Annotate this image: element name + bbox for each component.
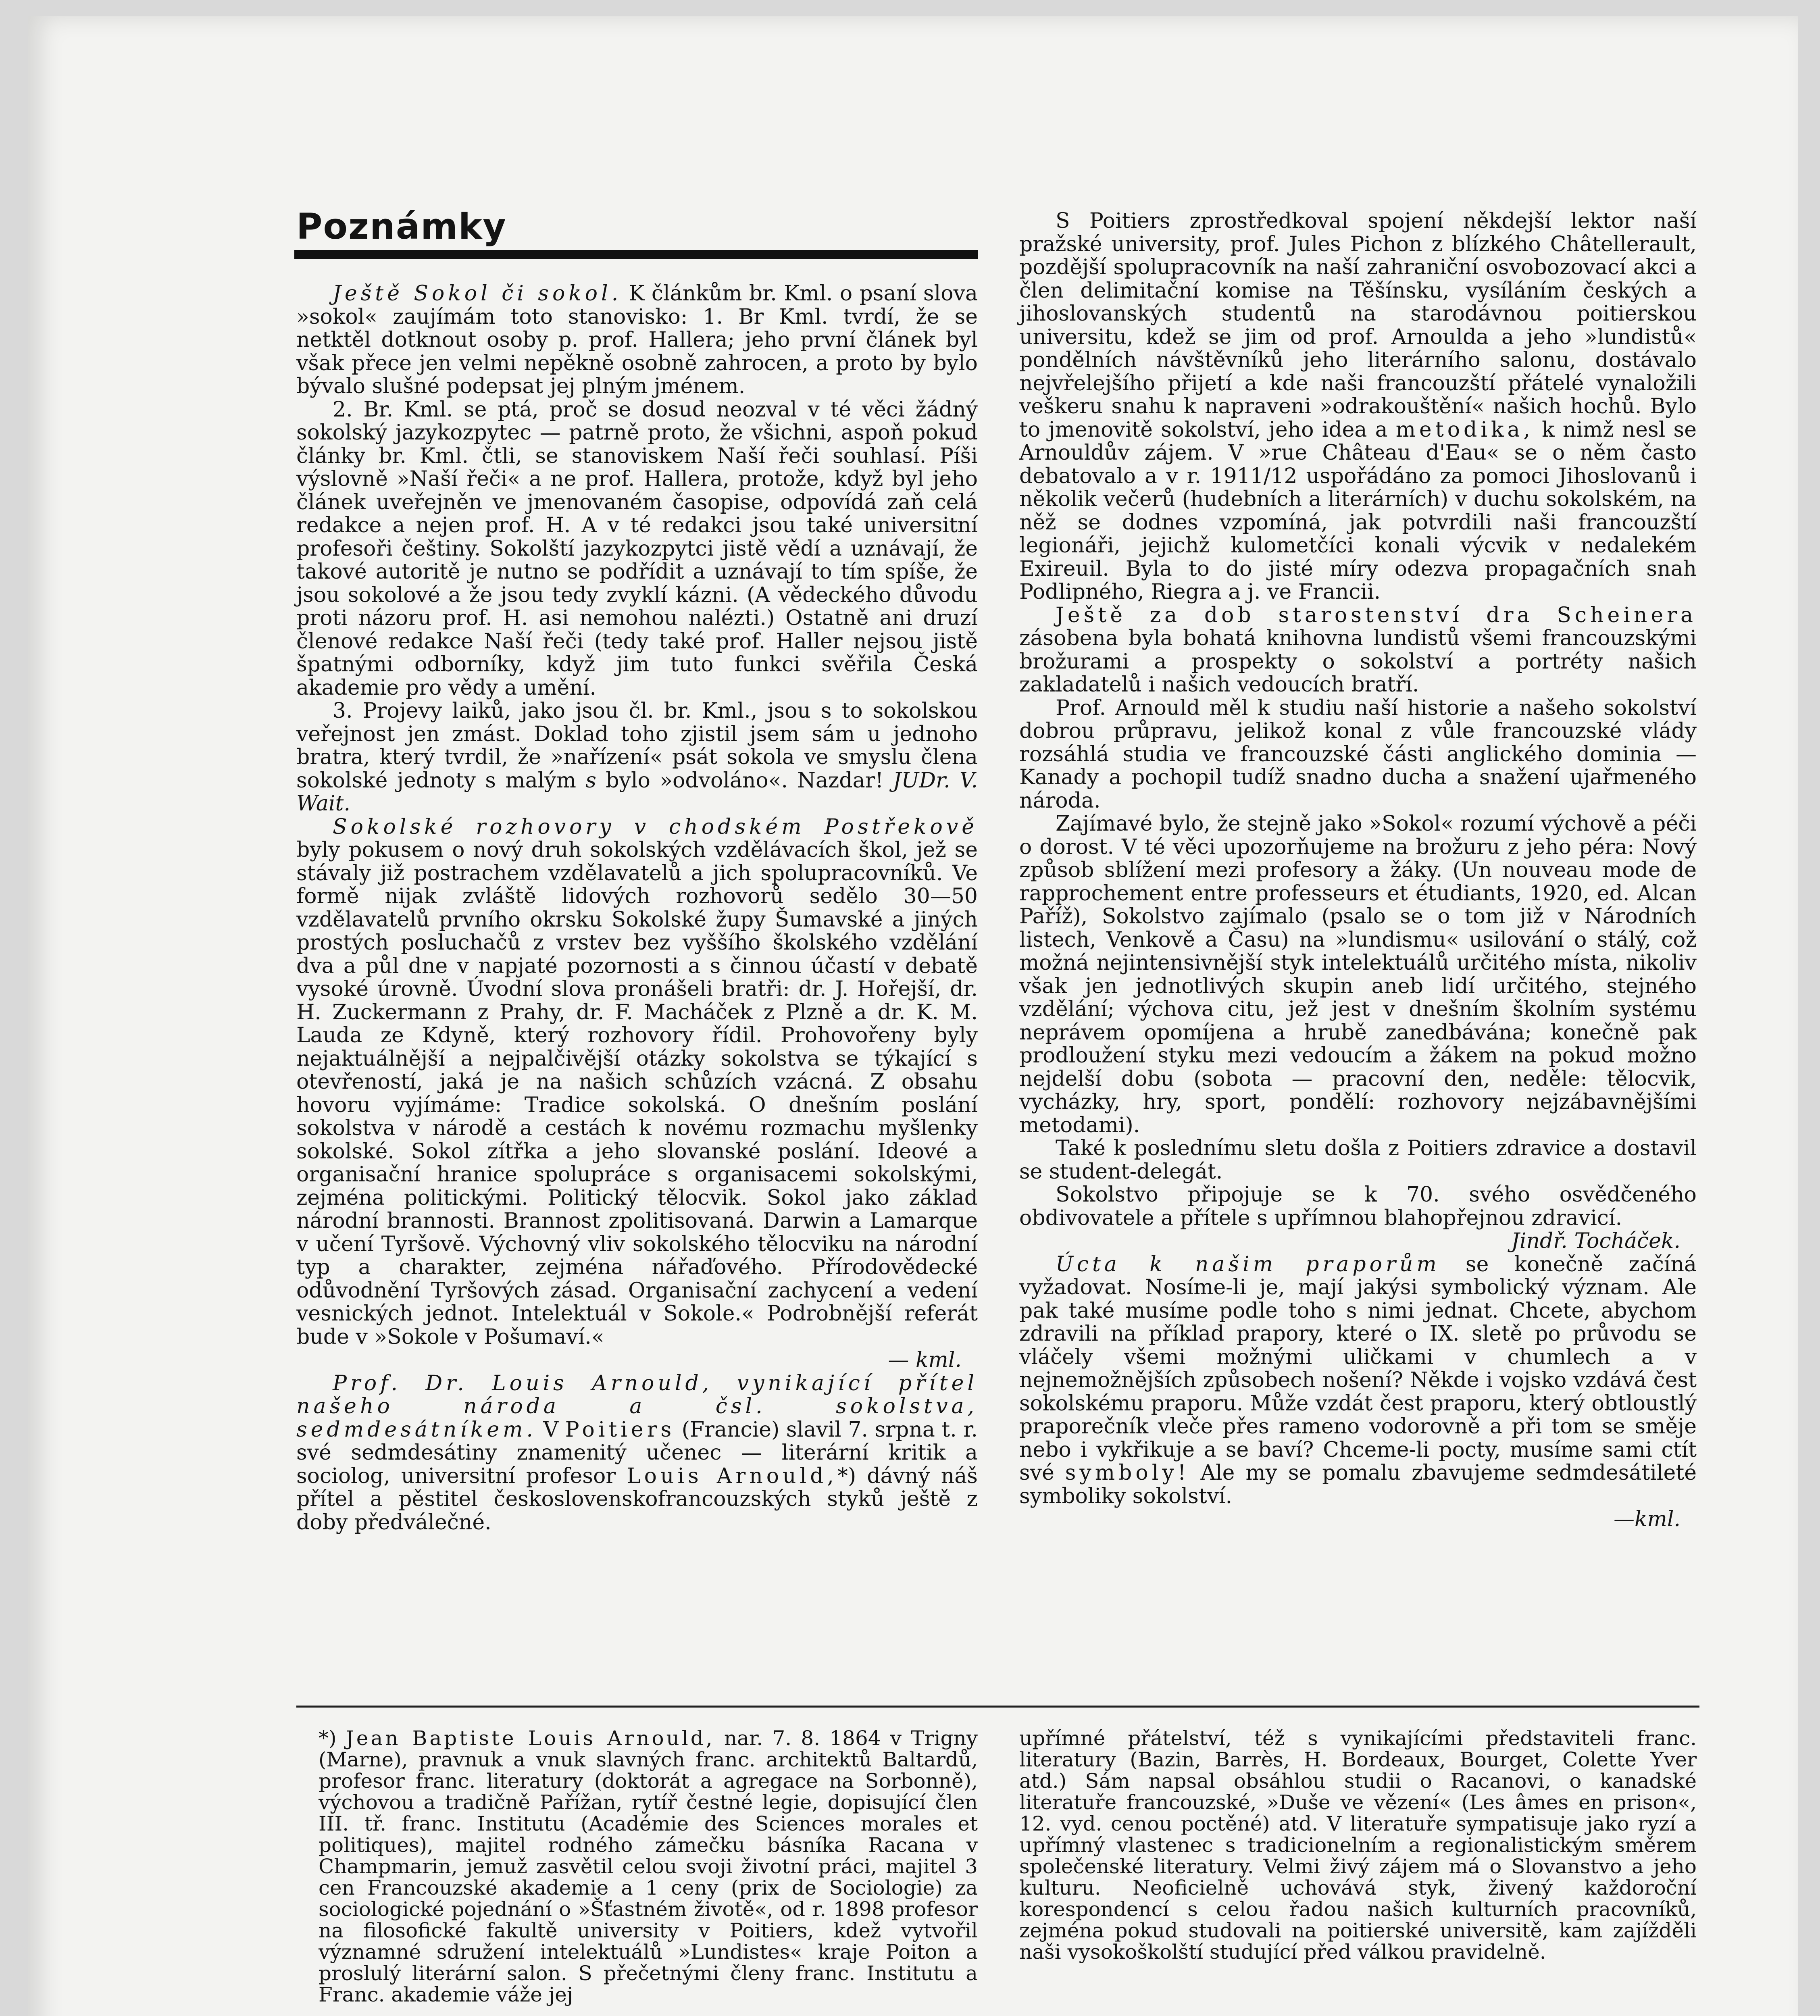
person-name: Jean Baptiste Louis Arnould,: [346, 1727, 715, 1750]
article-text: k nimž nesl se Arnouldův zájem. V »rue Château d'Eau« se o něm často debatovalo a v r. 1911/12 uspořádáno za pomoci Jihoslovanů i několik večerů (hudebních a literárních) v duchu sokolském, na něž se dodnes vzpomíná, jak potvrdili naši francouzští legionáři, jejichž kulometčíci konali výcvik v nedalekém Exireuil. Byla to do jisté míry odezva propagačních snah Podlipného, Riegra a j. ve Francii.: [1019, 417, 1697, 604]
article-text: *) dávný náš přítel a pěstitel československofrancouzských styků ještě z doby předválečné.: [296, 1464, 978, 1535]
section-heading: Poznámky: [296, 206, 507, 247]
left-column: [296, 282, 978, 1534]
footnote-text: nar. 7. 8. 1864 v Trigny (Marne), pravnuk a vnuk slavných franc. architektů Baltardů, profesor franc. literatury (doktorát a agregace na Sorbonně), výchovou a tradičně Pařížan, rytíř čestné legie, dopisující člen III. tř. franc. Institutu (Académie des Sciences morales et politiques), majitel rodného zámečku básníka Racana v Champmarin, jemuž zasvětil celou svoji životní práci, majitel 3 cen Francouzské akademie a 1 ceny (prix de Sociologie) za sociologické pojednání o »Šťastném životě«, od r. 1898 profesor na filosofické fakultě university v Poitiers, kdež vytvořil významné sdružení intelektuálů »Lundistes« kraje Poiton a proslulý literární salon. S přečetnými členy franc. Institutu a Franc. akademie váže jej: [319, 1727, 978, 2006]
article-paragraph-2: 2. Br. Kml. se ptá, proč se dosud neozval v té věci žádný sokolský jazykozpytec — patrně proto, že všichni, aspoň pokud články br. Kml. čtli, se stanoviskem Naší řeči souhlasí. Píši výslovně »Naší řeči« a ne prof. Hallera, protože, když byl jeho článek uveřejněn ve jmenovaném časopise, odpovídá zaň celá redakce a nejen prof. H. A v té redakci jsou také universitní profesoři češtiny. Sokolští jazykozpytci jistě vědí a uznávají, že takové autoritě je nutno se podřídit a uznávají to tím spíše, že jsou sokolové a že jsou tedy zvyklí kázni. (A vědeckého důvodu proti názoru prof. H. asi nemohou nalézti.) Ostatně ani druzí členové redakce Naší řeči (tedy také prof. Haller nejsou jistě špatnými odborníky, když jim tuto funkci svěřila Česká akademie pro vědy a umění.: [296, 397, 978, 700]
article-title-rozhovory: Sokolské rozhovory v chodském Postřekově: [333, 814, 978, 839]
emphasis: s: [585, 768, 596, 793]
article-paragraph-r1: [1019, 210, 1697, 604]
article-prapory: [1019, 1253, 1697, 1531]
place-name: Poitiers: [565, 1417, 675, 1442]
article-paragraph-r5: Také k poslednímu sletu došla z Poitiers zdravice a dostavil se student-delegát.: [1019, 1136, 1697, 1184]
footnote-continuation: upřímné přátelství, též s vynikajícími představiteli franc. literatury (Bazin, Barrès, H. Bordeaux, Bourget, Colette Yver atd.) Sám napsal obsáhlou studii o Racanovi, o kanadské literatuře francouzské, »Duše ve vězení« (Les âmes en prison«, 12. vyd. cenou poctěné) atd. V literatuře sympatisuje jako ryzí a upřímný vlastenec s tradicionelním a regionalistickým směrem společenské literatury. Velmi živý zájem má o Slovanstvo a jeho kulturu. Neoficielně uchovává styk, živený každoroční korespondencí s celou řadou našich kulturních pracovníků, zejména pokud studovali na poitierské universitě, kam zajížděli naši vysokoškolští studující před válkou pravidelně.: [1019, 1727, 1697, 1964]
right-column: [1019, 210, 1697, 1531]
article-title-arnould: Prof. Dr. Louis Arnould, vynikající přítel našeho národa a čsl. sokolstva, sedmdesátníkem.: [296, 1371, 978, 1442]
article-text: (Francie) slavil 7. srpna t. r. své sedmdesátiny znamenitý učenec — literární kritik a sociolog, universitní profesor: [296, 1417, 978, 1488]
article-paragraph-r2: [1019, 604, 1697, 697]
author-signature: Jindř. Tocháček.: [1511, 1229, 1680, 1253]
article-paragraph-3: [296, 700, 978, 816]
article-text: K článkům br. Kml. o psaní slova »sokol« zaujímám toto stanovisko: 1. Br Kml. tvrdí, že se netktěl dotknout osoby p. prof. Hallera; jeho první článek byl však přece jen velmi nepěkně osobně zahrocen, a proto by bylo bývalo slušné podepsat jej plným jménem.: [296, 281, 978, 398]
article-text: bylo »odvoláno«. Nazdar!: [596, 768, 893, 793]
spaced-word: metodika,: [1395, 417, 1534, 442]
article-text: S Poitiers zprostředkoval spojení někdejší lektor naší pražské university, prof. Jules Pichon z blízkého Châtellerault, pozdější spolupracovník na naší zahraniční osvobozovací akci a člen delimitační komise na Těšínsku, vysíláním českých a jihoslovanských studentů na starodávnou poitierskou universitu, kdež se jim od prof. Arnoulda a jeho »lundistů« pondělních návštěvníků jeho literárního salonu, dostávalo nejvřelejšího přijetí a kde naši francouzští přátelé vynaložili veškeru snahu k napraveni »odrakouštění« našich hochů. Bylo to jmenovitě sokolství, jeho idea a: [1019, 209, 1697, 442]
footnote-rule: [296, 1706, 1699, 1708]
page: [28, 16, 1798, 2016]
article-text: zásobena byla bohatá knihovna lundistů všemi francouzskými brožurami a prospekty o sokolství a portréty našich zakladatelů i našich vedoucích bratří.: [1019, 626, 1697, 697]
article-rozhovory: [296, 816, 978, 1372]
footnote-marker: *): [319, 1727, 346, 1750]
article-paragraph-r6: [1019, 1183, 1697, 1253]
article-text: se konečně začíná vyžadovat. Nosíme-li je, mají jakýsi symbolický význam. Ale pak také musíme podle toho s nimi jednat. Chcete, abychom zdravili na příklad prapory, které o IX. sletě po průvodu se vláčely všemi možnými uličkami v chumlech a v nejnemožnějších způsobech nošení? Někde i vojsko vzdává čest sokolskému praporu. Může vzdát čest praporu, který obtloustlý praporečník vleče přes rameno vodorovně a při tom se směje nebo i vykřikuje a se baví? Chceme-li pocty, musíme sami ctít své: [1019, 1252, 1697, 1485]
article-title-prapory: Úcta k našim praporům: [1056, 1252, 1440, 1277]
article-text: Sokolstvo připojuje se k 70. svého osvědčeného obdivovatele a přítele s upřímnou blahopřejnou zdravicí.: [1019, 1183, 1697, 1230]
article-paragraph-r4: Zajímavé bylo, že stejně jako »Sokol« rozumí výchově a péči o dorost. V té věci upozorňujeme na brožuru z jeho péra: Nový způsob sblížení mezi profesory a žáky. (Un nouveau mode de rapprochement entre professeurs et étudiants, 1920, ed. Alcan Paříž), Sokolstvo zajímalo (psalo se o tom již v Národních listech, Venkově a Času) na »lundismu« usilování o stálý, což možná nejintensivnější styk intelektuálů určitého místa, nikoliv však jen jednotlivých skupin aneb lidí určitého, stejného vzdělání; výchova citu, jež jest v dnešním školním systému neprávem opomíjena a hrubě zanedbávána; konečně pak prodloužení styku mezi vedoucím a žákem na pokud možno nejdelší dobu (sobota — pracovní den, neděle: tělocvik, vycházky, hry, sport, pondělí: rozhovory nejzábavnějšími metodami).: [1019, 812, 1697, 1137]
author-signature: — kml.: [888, 1348, 962, 1372]
article-title-sokol: Ještě Sokol či sokol.: [333, 281, 622, 306]
footnote-right: [1019, 1728, 1697, 1963]
heading-rule: [294, 250, 978, 259]
article-arnould: [296, 1372, 978, 1535]
article-paragraph-r3: Prof. Arnould měl k studiu naší historie a našeho sokolství dobrou průpravu, jelikož konal z vůle francouzské vlády rozsáhlá studia ve francouzské části anglického dominia — Kanady a pochopil tudíž snadno ducha a snažení ujařmeného národa.: [1019, 696, 1697, 813]
article-text: Ale my se pomalu zbavujeme sedmdesátileté symboliky sokolství.: [1019, 1461, 1697, 1508]
author-signature: —kml.: [1614, 1507, 1680, 1531]
article-text: V: [536, 1417, 565, 1442]
author-signature: JUDr. V. Wait.: [296, 768, 978, 816]
article-text: byly pokusem o nový druh sokolských vzdělávacích škol, jež se stávaly již postrachem vzdělavatelů a jich spolupracovníků. Ve formě nijak zvláště lidových rozhovorů sedělo 30—50 vzdělavatelů prvního okrsku Sokolské župy Šumavské a jiných prostých posluchačů z vrstev bez vyššího školského vzdělání dva a půl dne v napjaté pozornosti a s činnou účastí v debatě vysoké úrovně. Úvodní slova pronášeli bratři: dr. J. Hořejší, dr. H. Zuckermann z Prahy, dr. F. Macháček z Plzně a dr. K. M. Lauda ze Kdyně, který rozhovory řídil. Prohovořeny byly nejaktuálnější a nejpalčivější otázky sokolstva se týkající s otevřeností, jaká je na našich schůzích vzácná. Z obsahu hovoru vyjímáme: Tradice sokolská. O dnešním poslání sokolstva v národě a cestách k novému rozmachu myšlenky sokolské. Sokol zítřka a jeho slovanské poslání. Ideové a organisační hranice spolupráce s organisacemi sokolskými, zejména politickými. Politický tělocvik. Sokol jako základ národní brannosti. Brannost zpolitisovaná. Darwin a Lamarque v učení Tyršově. Výchovný vliv sokolského tělocviku na národní typ a charakter, zejména nářaďového. Přírodovědecké odůvodnění Tyršových zásad. Organisační zachycení a vedení vesnických jednot. Intelektuál v Sokole.« Podrobnější referát bude v »Sokole v Pošumaví.«: [296, 838, 978, 1349]
footnote-paragraph: [319, 1728, 978, 2006]
spaced-phrase: Ještě za dob starostenství dra Scheinera: [1056, 603, 1697, 627]
person-name: Louis Arnould,: [627, 1464, 837, 1488]
spaced-word: symboly!: [1065, 1461, 1190, 1485]
article-text: 3. Projevy laiků, jako jsou čl. br. Kml., jsou s to sokolskou veřejnost jen zmást. Doklad toho zjistil jsem sám u jednoho bratra, který tvrdil, že »nařízení« psát sokola ve smyslu člena sokolské jednoty s malým: [296, 699, 978, 793]
article-sokol-spelling: [296, 282, 978, 398]
footnote-left: [319, 1728, 978, 2006]
